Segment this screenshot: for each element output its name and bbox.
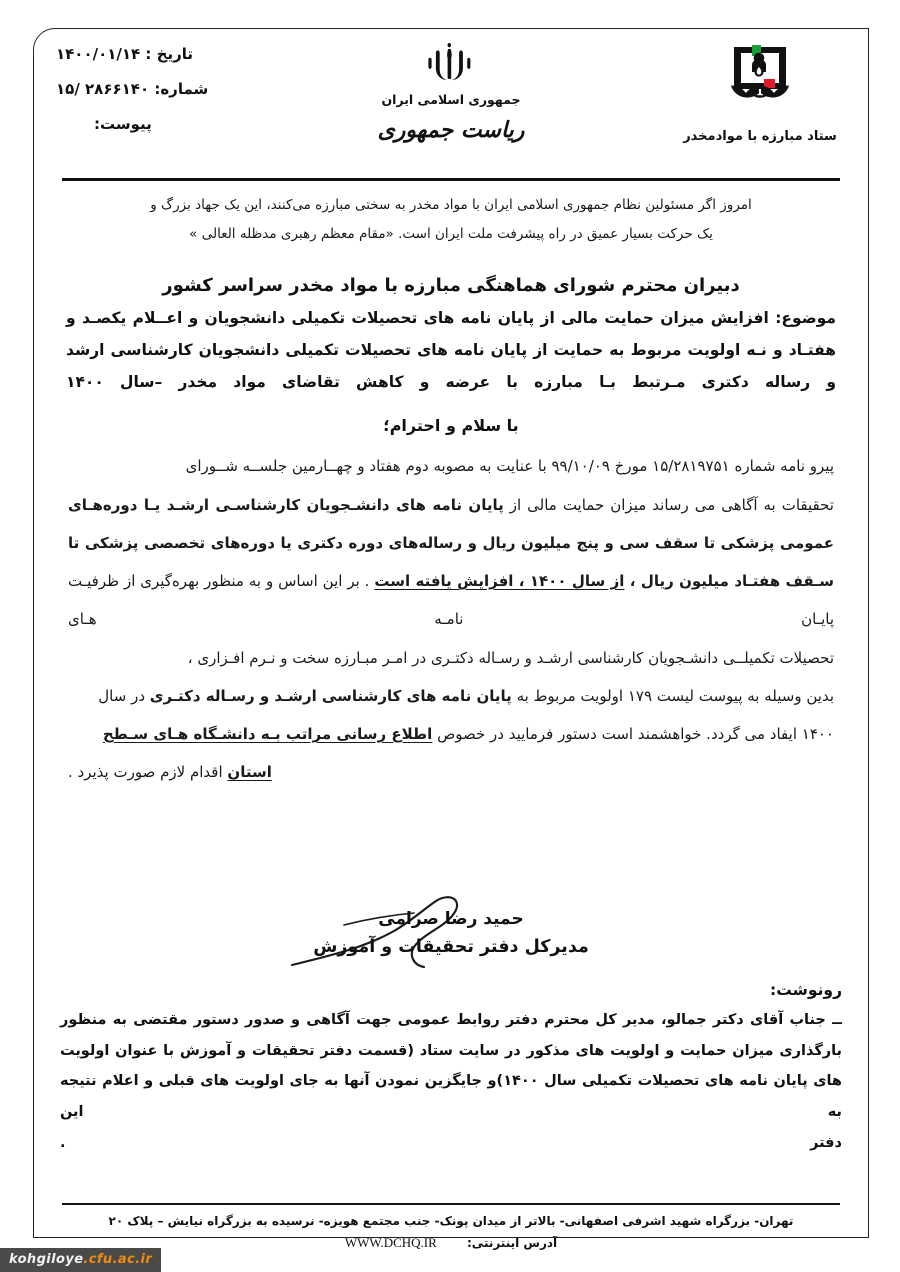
date-field: تاریخ : ۱۴۰۰/۰۱/۱۴ [56, 45, 193, 63]
copies-heading: رونوشت: [770, 981, 842, 999]
p2-segment-bold-b: پایان نامه های دانشـجویان کارشناسـی ارشـد یـا دوره‌هـای عمومی پزشکی تا سقف سی و پنج میلیون ریال و رساله‌های دوره دکتری یا دوره‌های تخصصی پزشکی تا سـقف هفتـاد میلیون ریال ، [68, 495, 834, 591]
footer-website-label: آدرس اینترنتی: [467, 1236, 558, 1250]
p6-segment-plain-b: اقدام لازم صورت پذیرد . [68, 763, 228, 782]
paragraph-4 [68, 677, 834, 715]
p2-segment-bold-c [374, 572, 624, 590]
paragraph-2 [68, 486, 834, 639]
anti-narcotics-logo-icon [704, 37, 816, 123]
copies-item-1-tail: دفتر . [60, 1134, 842, 1151]
quote-line-2: یک حرکت بسیار عمیق در راه پیشرفت ملت ایران است. «مقام معظم رهبری مدظله العالی » [189, 226, 713, 243]
subject-line: موضوع: افزایش میزان حمایت مالی از پایان نامه های تحصیلات تکمیلی دانشجویان و اعــلام یکصـد و هفتـاد و نـه اولویت مربوط به حمایت از پایان نامه های تحصیلات تکمیلی دانشجویان کارشناسی ارشد و رساله دکتری مـرتبط بـا مبارزه با عرضه و کاهش تقاضای مواد مخدر –سال ۱۴۰۰ [66, 309, 836, 391]
p6-underlined-word: استان [227, 763, 272, 782]
number-field: شماره: ۲۸۶۶۱۴۰ /۱۵ [56, 80, 209, 98]
attachment-field: پیوست: [94, 115, 152, 133]
p5-underlined-phrase: اطلاع رسانی مراتب بـه دانشـگاه هـای سـطح [102, 725, 433, 744]
signatory-name: حمید رضا صرامی [378, 909, 524, 929]
anti-narcotics-logo-block [670, 37, 850, 144]
quote-line-1: امروز اگر مسئولین نظام جمهوری اسلامی ایران با مواد مخدر به سختی مبارزه می‌کنند، این یک جهاد بزرگ و [150, 197, 752, 213]
emblem-subtitle: ریاست جمهوری [377, 118, 525, 143]
signature-block [34, 909, 868, 957]
p6-segment-bold-a [227, 763, 271, 781]
letterhead [34, 29, 868, 169]
paragraph-5 [68, 715, 834, 753]
copies-item-1 [60, 1005, 842, 1159]
footer-divider [62, 1203, 840, 1205]
p4-segment-bold-b: پایان نامه های کارشناسی ارشـد و رسـاله دکتـری [149, 686, 512, 705]
copies-item-1-text: ــ جناب آقای دکتر جمالو، مدیر کل محترم دفتر روابط عمومی جهت آگاهی و صدور دستور مقتضی به منظور بارگذاری میزان حمایت و اولویت های مذکور در سایت ستاد (قسمت دفتر تحقیقات و آموزش با عنوان اولویت های پایان نامه های تحصیلات تکمیلی سال ۱۴۰۰)و جایگزین نمودن آنها به جای اولویت های قبلی و اعلام نتیجه به این [60, 1012, 842, 1121]
p5-segment-bold-b [103, 725, 432, 743]
watermark-domain: .cfu.ac.ir [83, 1252, 153, 1267]
logo-caption: ستاد مبارزه با موادمخدر [683, 129, 837, 144]
emblem-caption: جمهوری اسلامی ایران [381, 92, 521, 107]
footer-website-url[interactable]: WWW.DCHQ.IR [344, 1235, 437, 1250]
p4-segment-plain-c: در سال [98, 686, 150, 705]
letter-page [33, 28, 869, 1250]
signatory-title: مدیرکل دفتر تحقیقات و آموزش [313, 937, 589, 957]
copies-section [60, 981, 842, 1159]
footer-website-row [62, 1235, 840, 1251]
footer-address: تهران- بزرگراه شهید اشرفی اصفهانی- بالاتر از میدان پونک- جنب مجتمع هویزه- نرسیده به بزرگراه نیایش – پلاک ۲۰ [108, 1214, 794, 1228]
greeting-line: با سلام و احترام؛ [383, 416, 519, 436]
iran-emblem-icon [425, 41, 477, 91]
leader-quote [80, 191, 822, 249]
p2-underlined-year: از سال ۱۴۰۰ ، افزایش یافته است [374, 572, 625, 591]
p2-segment-plain-d: . بر این اساس و به منظور بهره‌گیری از ظرفیـت پایـان نامـه هـای [68, 572, 834, 629]
p4-segment-plain-a: بدین وسیله به پیوست لیست ۱۷۹ اولویت مربوط به [511, 686, 834, 705]
p5-segment-plain-a: ۱۴۰۰ ایفاد می گردد. خواهشمند است دستور فرمایید در خصوص [432, 725, 834, 744]
p2-segment-plain-a: تحقیقات به آگاهی می رساند میزان حمایت مالی از [503, 495, 834, 514]
paragraph-1: پیرو نامه شماره ۱۵/۲۸۱۹۷۵۱ مورخ ۹۹/۱۰/۰۹ با عنایت به مصوبه دوم هفتاد و چهــارمین جلســه شــورای [185, 457, 834, 476]
letter-body [60, 275, 842, 792]
header-divider [62, 178, 840, 181]
footer [62, 1214, 840, 1251]
source-watermark [0, 1248, 161, 1272]
paragraph-6 [68, 753, 834, 791]
watermark-name: kohgiloye [9, 1252, 84, 1267]
paragraph-3: تحصیلات تکمیلــی دانشـجویان کارشناسی ارشـد و رسـاله دکتـری در امـر مبـارزه سخت و نـرم افـزاری ، [187, 648, 834, 667]
addressee-line: دبیران محترم شورای هماهنگی مبارزه با مواد مخدر سراسر کشور [162, 275, 740, 296]
